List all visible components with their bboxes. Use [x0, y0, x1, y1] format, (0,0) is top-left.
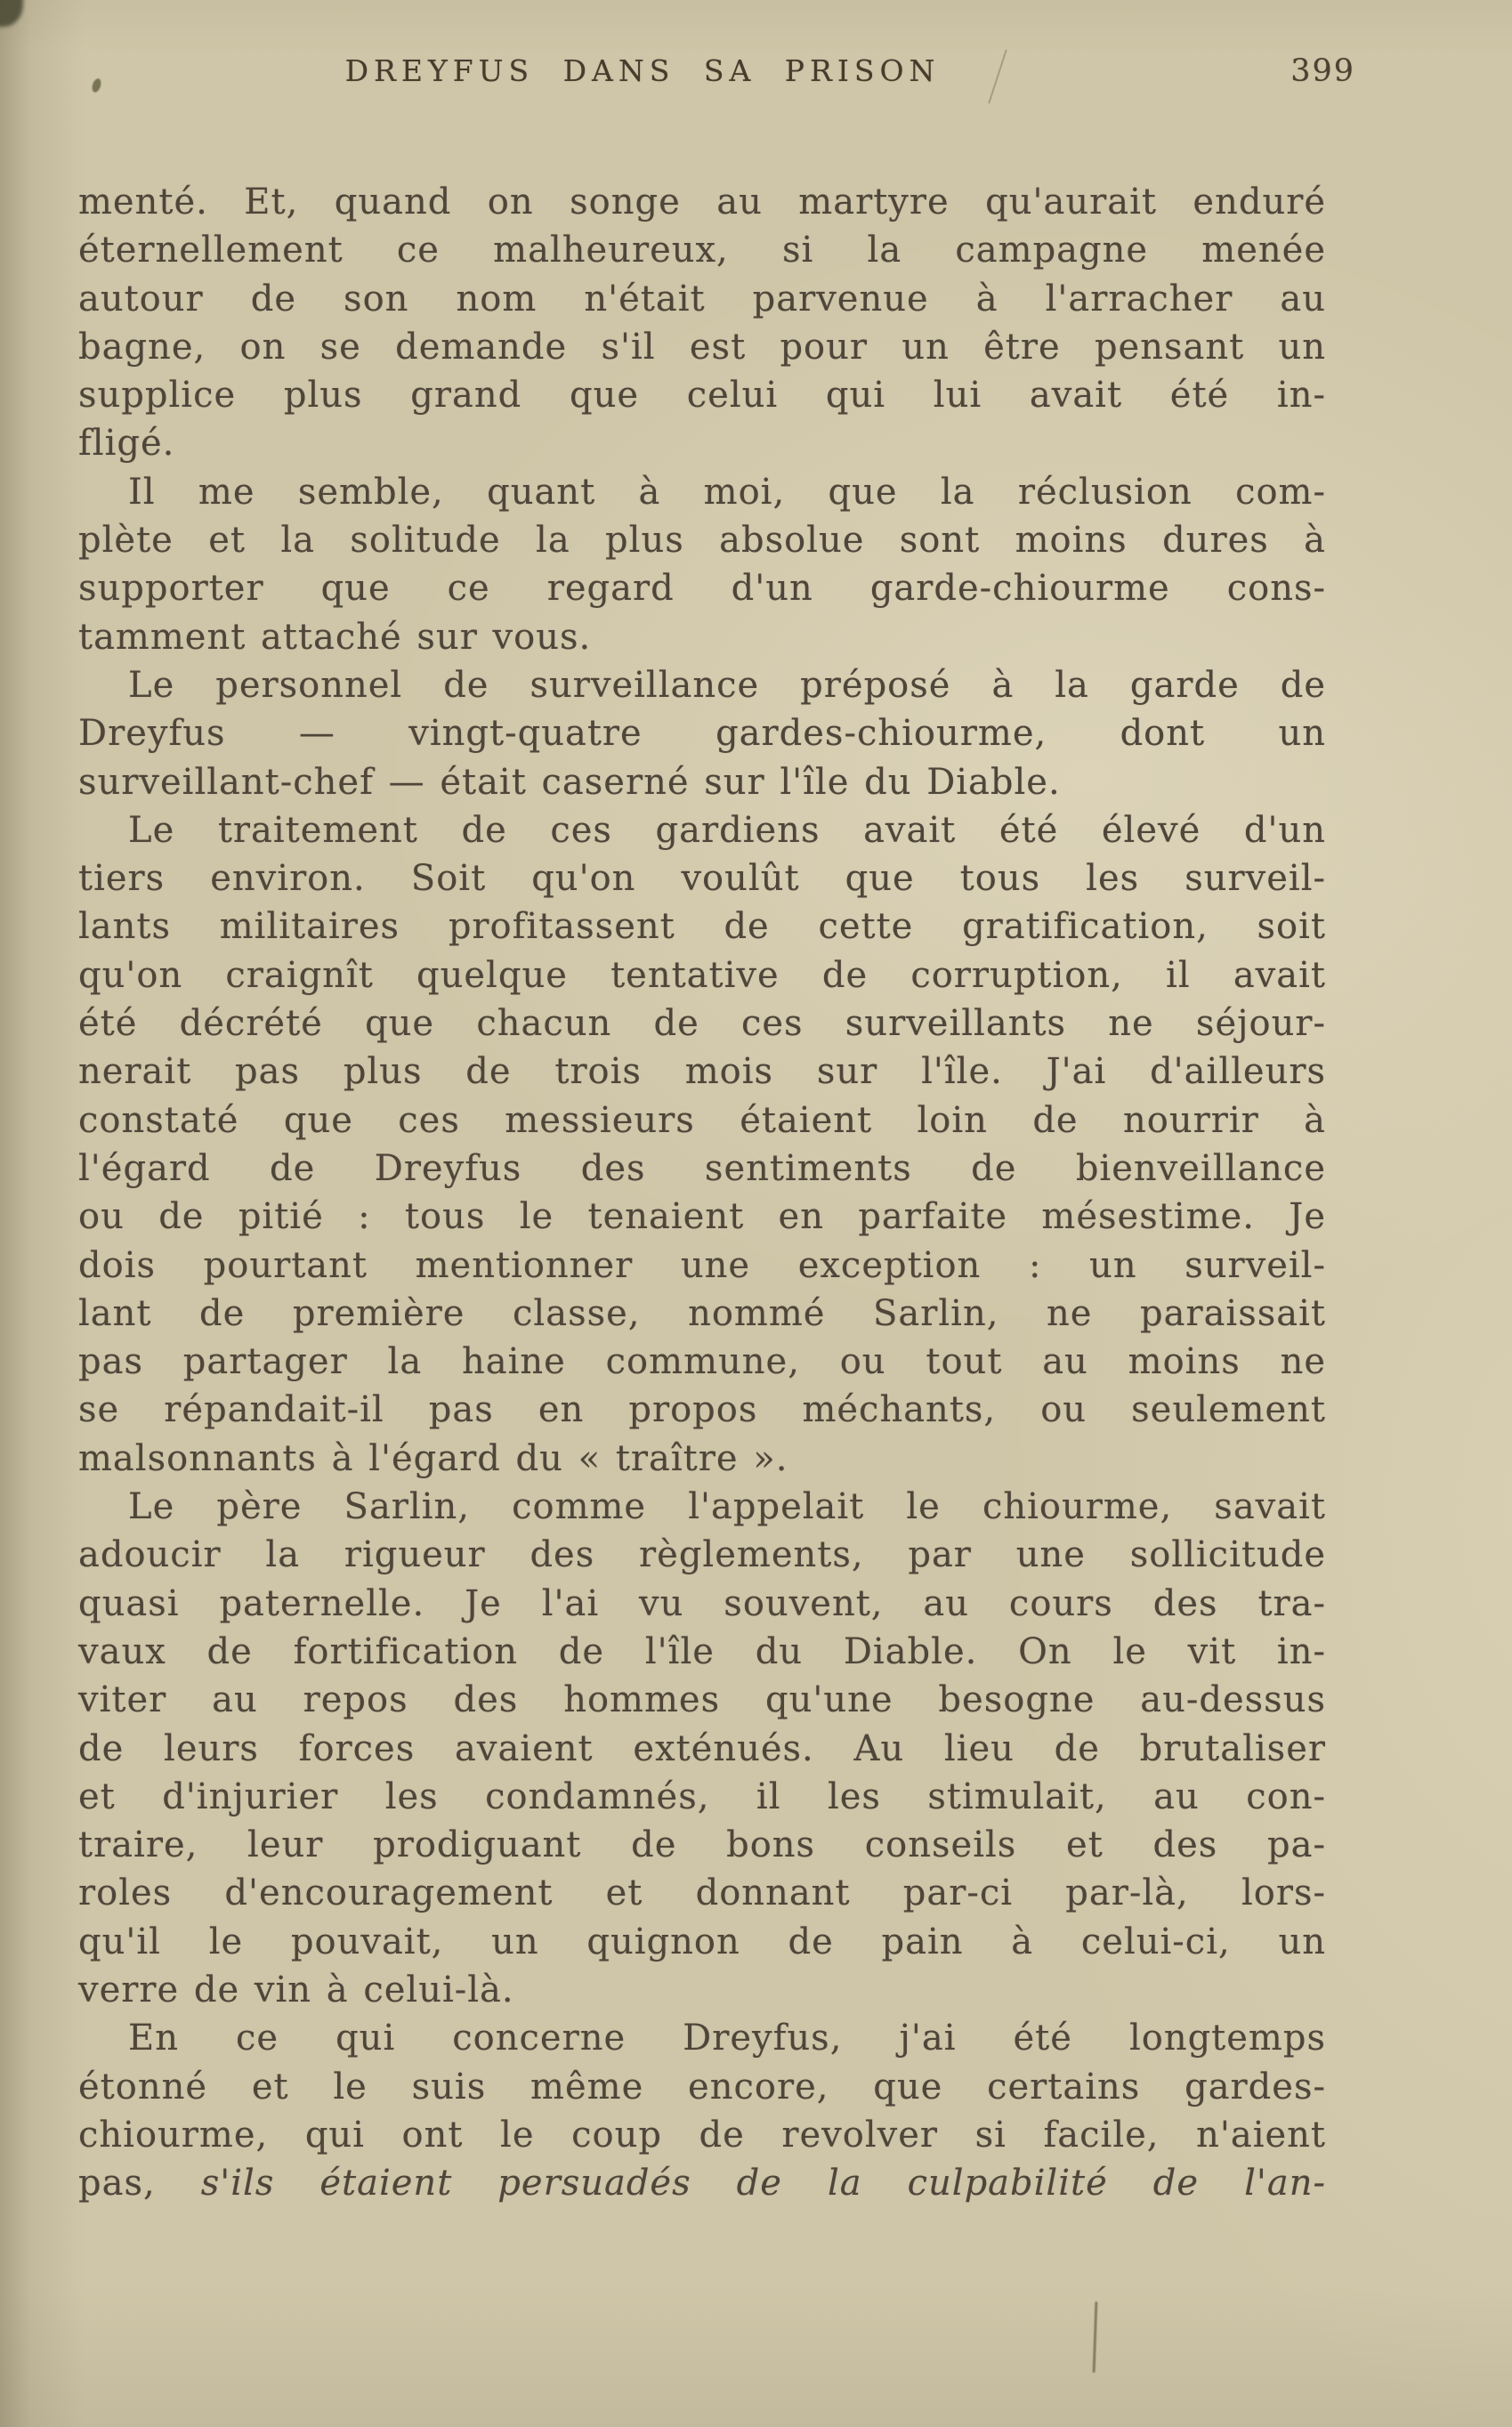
text-run: supplice plus grand que celui qui lui avait été in-	[78, 375, 1326, 417]
text-run: En ce qui concerne Dreyfus, j'ai été longtemps	[128, 2018, 1326, 2059]
text-line	[78, 2111, 1326, 2159]
text-run: étonné et le suis même encore, que certains gardes-	[78, 2066, 1326, 2107]
text-line	[78, 999, 1326, 1048]
text-run: constaté que ces messieurs étaient loin de nourrir à	[78, 1099, 1326, 1141]
text-run: pas partager la haine commune, ou tout au moins ne	[78, 1341, 1326, 1383]
text-line	[78, 854, 1326, 902]
text-run: Le personnel de surveillance préposé à la garde de	[128, 664, 1326, 706]
paragraph	[78, 661, 1326, 806]
text-run: surveillant-chef — était caserné sur l'île du Diable.	[78, 761, 1061, 803]
text-line	[78, 275, 1326, 323]
paragraph	[78, 2014, 1326, 2207]
text-run: qu'il le pouvait, un quignon de pain à celui-ci, un	[78, 1921, 1326, 1962]
text-run: se répandait-il pas en propos méchants, ou seulement	[78, 1389, 1326, 1431]
text-line	[78, 419, 1326, 467]
text-run: quasi paternelle. Je l'ai vu souvent, au cours des tra-	[78, 1582, 1326, 1624]
text-run: éternellement ce malheureux, si la campagne menée	[78, 230, 1326, 271]
text-line	[78, 1096, 1326, 1145]
text-line	[78, 1869, 1326, 1917]
text-run: l'égard de Dreyfus des sentiments de bienveillance	[78, 1147, 1326, 1189]
text-line	[78, 951, 1326, 999]
text-run: adoucir la rigueur des règlements, par une sollicitude	[78, 1534, 1326, 1576]
text-line	[78, 226, 1326, 274]
text-block	[78, 178, 1326, 2207]
text-run: bagne, on se demande s'il est pour un être pensant un	[78, 326, 1326, 368]
text-line	[78, 468, 1326, 516]
text-line	[78, 1338, 1326, 1386]
text-run: malsonnants à l'égard du « traître ».	[78, 1437, 788, 1479]
text-run: dois pourtant mentionner une exception : un surveil-	[78, 1244, 1326, 1286]
text-line	[78, 1628, 1326, 1676]
text-run: qu'on craignît quelque tentative de corruption, il avait	[78, 954, 1326, 996]
paragraph	[78, 1483, 1326, 2014]
text-line	[78, 1435, 1326, 1483]
text-run: nerait pas plus de trois mois sur l'île. J'ai d'ailleurs	[78, 1051, 1326, 1093]
text-line	[78, 178, 1326, 226]
text-line	[78, 1676, 1326, 1724]
text-run: tamment attaché sur vous.	[78, 616, 592, 658]
text-run: lant de première classe, nommé Sarlin, ne paraissait	[78, 1292, 1326, 1334]
text-run: traire, leur prodiguant de bons conseils et des pa-	[78, 1824, 1326, 1866]
text-run: fligé.	[78, 423, 175, 465]
text-line	[78, 1725, 1326, 1773]
text-line	[78, 564, 1326, 612]
text-run: Dreyfus — vingt-quatre gardes-chiourme, dont un	[78, 713, 1326, 755]
text-line	[78, 1773, 1326, 1821]
text-line	[78, 1580, 1326, 1628]
text-run: Le traitement de ces gardiens avait été élevé d'un	[128, 809, 1326, 851]
text-line	[78, 1483, 1326, 1531]
text-run: vaux de fortification de l'île du Diable. On le vit in-	[78, 1630, 1326, 1672]
text-line	[78, 2063, 1326, 2111]
text-run: lants militaires profitassent de cette gratification, soit	[78, 906, 1326, 948]
text-run: été décrété que chacun de ces surveillants ne séjour-	[78, 1003, 1326, 1045]
text-line	[78, 2159, 1326, 2207]
running-header-title: DREYFUS DANS SA PRISON	[344, 53, 941, 88]
text-line	[78, 1531, 1326, 1579]
text-run: viter au repos des hommes qu'une besogne au-dessus	[78, 1679, 1326, 1721]
text-run: de leurs forces avaient exténués. Au lieu de brutaliser	[78, 1727, 1326, 1769]
text-line	[78, 323, 1326, 371]
text-line	[78, 1242, 1326, 1290]
text-run: ou de pitié : tous le tenaient en parfaite mésestime. Je	[78, 1196, 1326, 1238]
gutter-corner-stain	[0, 0, 23, 27]
text-line	[78, 516, 1326, 564]
paragraph	[78, 468, 1326, 661]
text-run: Le père Sarlin, comme l'appelait le chiourme, savait	[128, 1486, 1326, 1528]
text-line	[78, 1966, 1326, 2014]
page-number: 399	[1290, 53, 1355, 89]
text-line	[78, 806, 1326, 854]
scan-artifact-slash	[988, 49, 1007, 103]
text-line	[78, 1145, 1326, 1193]
text-line	[78, 758, 1326, 806]
text-line	[78, 1386, 1326, 1434]
text-line	[78, 661, 1326, 709]
text-run: roles d'encouragement et donnant par-ci par-là, lors-	[78, 1873, 1326, 1914]
text-run: pas,	[78, 2163, 201, 2205]
text-run: plète et la solitude la plus absolue sont moins dures à	[78, 520, 1326, 562]
text-run: tiers environ. Soit qu'on voulût que tous les surveil-	[78, 858, 1326, 900]
text-line	[78, 1048, 1326, 1096]
ink-speck	[91, 77, 103, 93]
text-run: verre de vin à celui-là.	[78, 1969, 514, 2010]
text-line	[78, 1918, 1326, 1966]
text-line	[78, 1193, 1326, 1241]
text-run: menté. Et, quand on songe au martyre qu'aurait enduré	[78, 182, 1326, 222]
paragraph	[78, 178, 1326, 468]
text-run: Il me semble, quant à moi, que la réclusion com-	[128, 471, 1326, 513]
paragraph	[78, 806, 1326, 1483]
text-line	[78, 902, 1326, 951]
scan-artifact-hair	[1093, 2302, 1098, 2373]
text-line	[78, 709, 1326, 757]
text-line	[78, 2014, 1326, 2062]
italic-text-run: s'ils étaient persuadés de la culpabilité de l'an-	[200, 2163, 1326, 2205]
text-run: supporter que ce regard d'un garde-chiourme cons-	[78, 568, 1326, 610]
text-line	[78, 1821, 1326, 1869]
text-run: et d'injurier les condamnés, il les stimulait, au con-	[78, 1776, 1326, 1817]
text-line	[78, 371, 1326, 419]
text-run: autour de son nom n'était parvenue à l'arracher au	[78, 278, 1326, 320]
text-run: chiourme, qui ont le coup de revolver si facile, n'aient	[78, 2114, 1326, 2156]
text-line	[78, 613, 1326, 661]
text-line	[78, 1290, 1326, 1338]
